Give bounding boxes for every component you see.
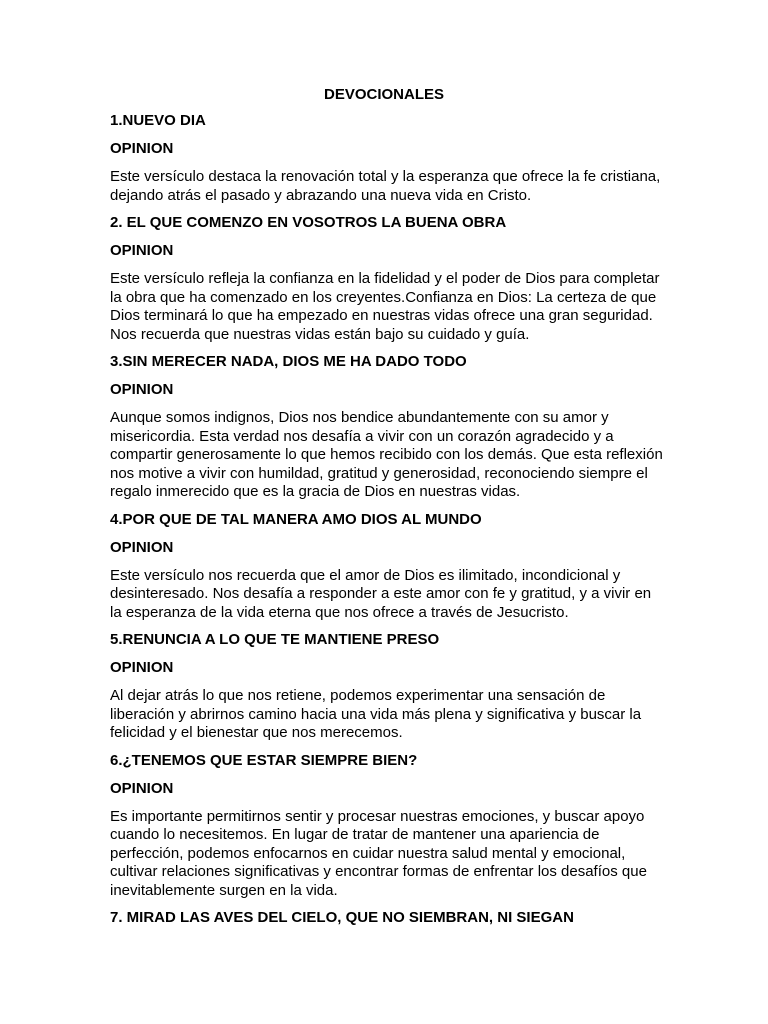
opinion-label: OPINION — [110, 381, 174, 398]
document-body — [110, 112, 665, 937]
section-heading: 2. EL QUE COMENZO EN VOSOTROS LA BUENA OBRA — [110, 214, 507, 231]
section-heading: 5.RENUNCIA A LO QUE TE MANTIENE PRESO — [110, 631, 440, 648]
section-3 — [110, 353, 665, 502]
section-6 — [110, 752, 665, 901]
section-heading: 3.SIN MERECER NADA, DIOS ME HA DADO TODO — [110, 353, 467, 370]
opinion-label: OPINION — [110, 242, 174, 259]
opinion-text: Este versículo refleja la confianza en la fidelidad y el poder de Dios para completar la obra que ha comenzado en los creyentes.Confianza en Dios: La certeza de que Dios terminará lo que ha empezado en nuestras vidas ofrece una gran seguridad. Nos recuerda que nuestras vidas están bajo su cuidado y guía. — [110, 270, 660, 343]
section-heading: 1.NUEVO DIA — [110, 112, 206, 129]
opinion-text: Este versículo destaca la renovación total y la esperanza que ofrece la fe cristiana, dejando atrás el pasado y abrazando una nueva vida en Cristo. — [110, 168, 661, 204]
section-heading: 4.POR QUE DE TAL MANERA AMO DIOS AL MUNDO — [110, 510, 482, 528]
opinion-text: Este versículo nos recuerda que el amor de Dios es ilimitado, incondicional y desinteresado. Nos desafía a responder a este amor con fe y gratitud, y a vivir en la esperanza de la vida eterna que nos ofrece a través de Jesucristo. — [110, 566, 652, 621]
section-5 — [110, 631, 665, 743]
section-heading: 6.¿TENEMOS QUE ESTAR SIEMPRE BIEN? — [110, 751, 418, 769]
opinion-text: Al dejar atrás lo que nos retiene, podemos experimentar una sensación de liberación y abrirnos camino hacia una vida más plena y significativa y buscar la felicidad y el bienestar que nos merecemos. — [110, 687, 642, 741]
section-2 — [110, 214, 665, 344]
section-1 — [110, 112, 665, 205]
section-heading: 7. MIRAD LAS AVES DEL CIELO, QUE NO SIEMBRAN, NI SIEGAN — [110, 909, 574, 926]
opinion-label: OPINION — [110, 659, 174, 676]
section-4 — [110, 511, 665, 623]
opinion-label: OPINION — [110, 779, 174, 797]
section-7 — [110, 909, 665, 927]
document-title: DEVOCIONALES — [323, 86, 444, 103]
opinion-label: OPINION — [110, 140, 174, 157]
opinion-text: Es importante permitirnos sentir y procesar nuestras emociones, y buscar apoyo cuando lo necesitemos. En lugar de tratar de mantener una apariencia de perfección, podemos enfocarnos en cuidar nuestra salud mental y emocional, cultivar relaciones significativas y encontrar formas de enfrentar los desafíos que inevitablemente surgen en la vida. — [110, 807, 647, 899]
opinion-text: Aunque somos indignos, Dios nos bendice abundantemente con su amor y misericordia. Esta verdad nos desafía a vivir con un corazón agradecido y a compartir generosamente lo que hemos recibido con los demás. Que esta reflexión nos motive a vivir con humildad, gratitud y generosidad, reconociendo siempre el regalo inmerecido que es la gracia de Dios en nuestras vidas. — [110, 409, 663, 500]
opinion-label: OPINION — [110, 538, 174, 556]
